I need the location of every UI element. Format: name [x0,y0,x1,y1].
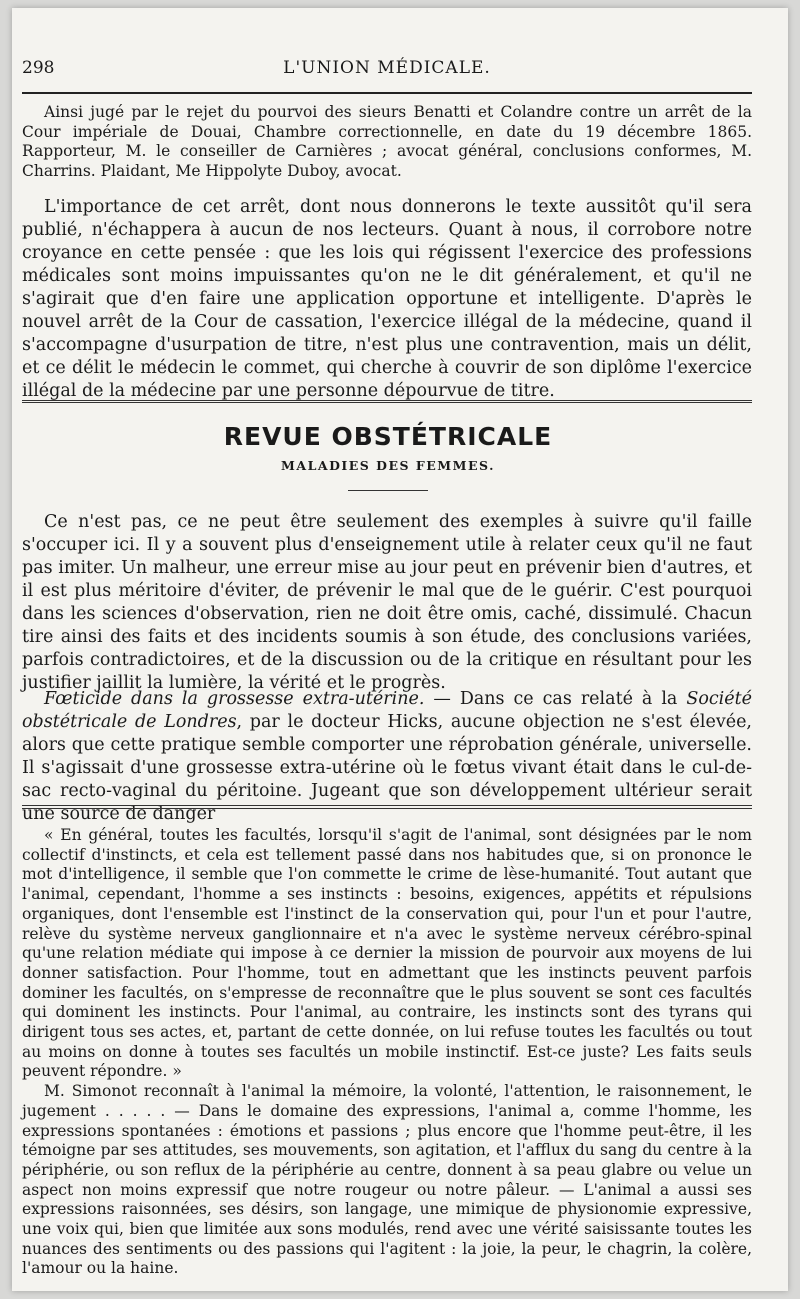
case-title: Fœticide dans la grossesse extra-utérine. [44,689,425,709]
feuilleton-quote: « En général, toutes les facultés, lorsqu'il s'agit de l'animal, sont désignées par le nom collectif d'instincts, et cela est tellement passé dans nos habitudes que, si on prononce le mot d'intelligence, il semble que l'on commette le crime de lèse-humanité. Tout autant que l'animal, cependant, l'homme a ses instincts : besoins, exigences, appétits et répulsions organiques, dont l'ensemble est l'instinct de la conservation qui, pour l'un et pour l'autre, relève du système nerveux ganglionnaire et n'a avec le système nerveux cérébro-spinal qu'une relation médiate qui impose à ce dernier la mission de pourvoir aux moyens de lui donner satisfaction. Pour l'homme, tout en admettant que les instincts peuvent parfois dominer les facultés, on s'empresse de reconnaître que le plus souvent se sont ces facultés qui dominent les instincts. Pour l'animal, au contraire, les instincts sont des tyrans qui dirigent tous ses actes, et, partant de cette donnée, on lui refuse toutes les facultés ou tout au moins on donne à toutes ses facultés un mobile instinctif. Est-ce juste? Les faits seuls peuvent répondre. » [22,826,752,1081]
subtitle-rule [348,490,428,491]
section-intro [22,511,752,695]
page-number: 298 [22,58,55,78]
page-header [22,52,752,82]
journal-title: L'UNION MÉDICALE. [283,58,491,78]
judgment-paragraph [22,103,752,181]
judgment-text: Ainsi jugé par le rejet du pourvoi des sieurs Benatti et Colandre contre un arrêt de la Cour impériale de Douai, Chambre correctionnelle, en date du 19 décembre 1865. Rapporteur, M. le conseiller de Carnières ; avocat général, conclusions conformes, M. Charrins. Plaidant, Me Hippolyte Duboy, avocat. [22,103,752,180]
feuilleton [22,826,752,1279]
feuilleton-divider [22,805,752,815]
section-subtitle: MALADIES DES FEMMES. [281,458,495,473]
case-body: , par le docteur Hicks, aucune objection ne s'est élevée, alors que cette pratique semble comporter une réprobation générale, universelle. Il s'agissait d'une grossesse extra-utérine où le fœtus vivant était dans le cul-de-sac recto-vaginal du péritoine. Jugeant que son développement ultérieur serait une source de danger [22,712,752,824]
section-title: REVUE OBSTÉTRICALE [223,422,553,451]
importance-text: L'importance de cet arrêt, dont nous donnerons le texte aussitôt qu'il sera publié, n'échappera à aucun de nos lecteurs. Quant à nous, il corrobore notre croyance en cette pensée : que les lois qui régissent l'exercice des professions médicales sont moins impuissantes qu'on ne le dit généralement, et qu'il ne s'agirait que d'en faire une application opportune et intelligente. D'après le nouvel arrêt de la Cour de cassation, l'exercice illégal de la médecine, quand il s'accompagne d'usurpation de titre, n'est plus une contravention, mais un délit, et ce délit le médecin le commet, qui cherche à couvrir de son diplôme l'exercice illégal de la médecine par une personne dépourvue de titre. [22,197,752,401]
section-divider [22,400,752,409]
section-intro-text: Ce n'est pas, ce ne peut être seulement des exemples à suivre qu'il faille s'occuper ici. Il y a souvent plus d'enseignement utile à relater ceux qu'il ne faut pas imiter. Un malheur, une erreur mise au jour peut en prévenir bien d'autres, et il est plus méritoire d'éviter, de prévenir le mal que de le guérir. C'est pourquoi dans les sciences d'observation, rien ne doit être omis, caché, dissimulé. Chacun tire ainsi des faits et des incidents soumis à son étude, des conclusions variées, parfois contradictoires, et de la discussion ou de la critique en résultant pour les justifier jaillit la lumière, la vérité et le progrès. [22,512,752,693]
society-name: Société obstétricale de Londres [22,689,752,732]
header-rule [22,92,752,94]
feuilleton-simonot: M. Simonot reconnaît à l'animal la mémoire, la volonté, l'attention, le raisonnement, le jugement . . . . . — Dans le domaine des expressions, l'animal a, comme l'homme, les expressions spontanées : émotions et passions ; plus encore que l'homme peut-être, il les témoigne par ses attitudes, ses mouvements, son agitation, et l'afflux du sang du centre à la périphérie, ou son reflux de la périphérie au centre, donnent à sa peau glabre ou velue un aspect non moins expressif que notre rougeur ou notre pâleur. — L'animal a aussi ses expressions raisonnées, ses désirs, son langage, une mimique de physionomie expressive, une voix qui, bien que limitée aux sons modulés, rend avec une vérité saisissante toutes les nuances des sentiments ou des passions qui l'agitent : la joie, la peur, le chagrin, la colère, l'amour ou la haine. [22,1082,752,1278]
importance-paragraph [22,196,752,403]
case-dash: — Dans ce cas relaté à la [424,689,687,709]
